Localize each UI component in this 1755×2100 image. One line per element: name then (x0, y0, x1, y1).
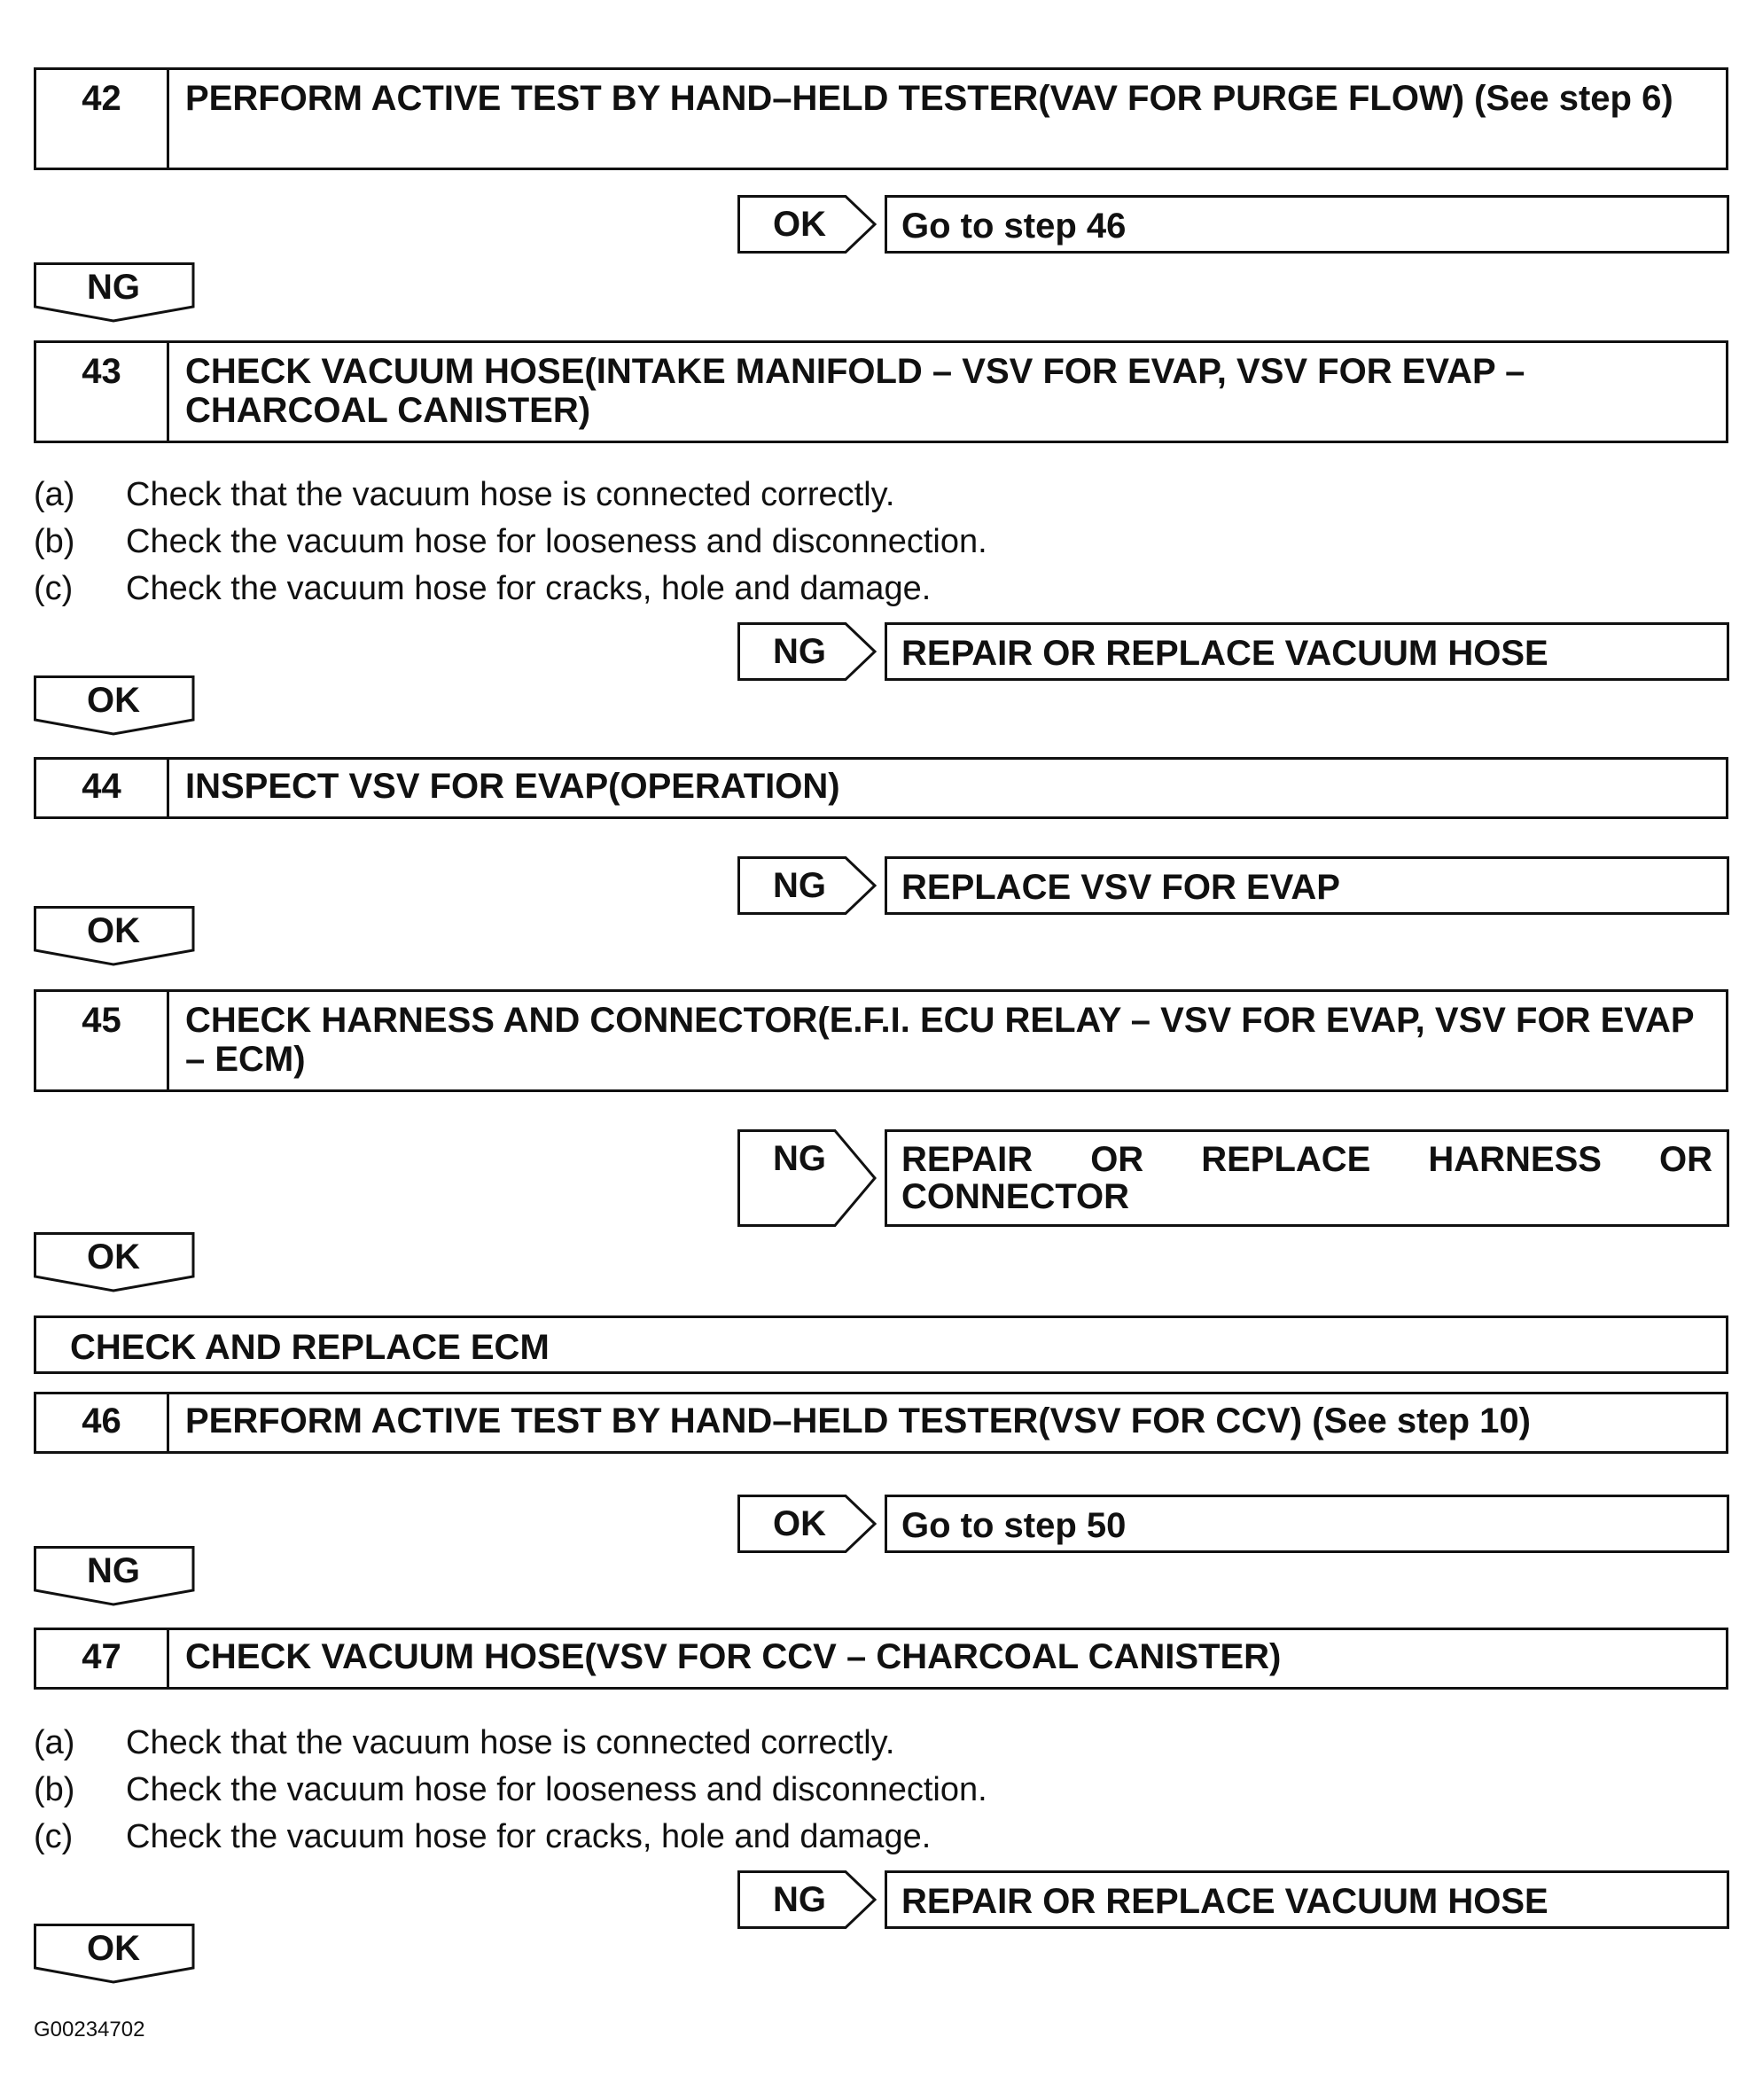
step-43-box (34, 340, 1728, 443)
checklist-43 (34, 472, 1363, 613)
flow-label: OK (87, 1929, 140, 1968)
outcome-46 (737, 1495, 1729, 1553)
check-item: (a) Check that the vacuum hose is connected correctly. (34, 476, 895, 513)
step-47-box (34, 1628, 1728, 1690)
step-title: INSPECT VSV FOR EVAP(OPERATION) (185, 767, 840, 806)
outcome-44 (737, 856, 1729, 915)
step-46-box (34, 1392, 1728, 1454)
outcome-tag: NG (773, 632, 826, 671)
final-action-box: CHECK AND REPLACE ECM (34, 1315, 1728, 1374)
step-title: CHECK VACUUM HOSE(VSV FOR CCV – CHARCOAL CANISTER) (185, 1637, 1282, 1676)
flow-label: OK (87, 1237, 140, 1276)
step-number: 44 (36, 760, 169, 816)
step-44-box (34, 757, 1728, 819)
outcome-tag: OK (773, 1504, 826, 1543)
outcome-result: REPLACE VSV FOR EVAP (885, 856, 1729, 915)
outcome-result: REPAIR OR REPLACE VACUUM HOSE (885, 1870, 1729, 1929)
outcome-45 (737, 1129, 1729, 1227)
outcome-tag: NG (773, 1139, 826, 1178)
outcome-47 (737, 1870, 1729, 1929)
outcome-tag: NG (773, 1880, 826, 1919)
check-item: (a) Check that the vacuum hose is connected correctly. (34, 1724, 895, 1761)
step-title: PERFORM ACTIVE TEST BY HAND–HELD TESTER(VAV FOR PURGE FLOW) (See step 6) (185, 79, 1673, 118)
flow-tag-47 (34, 1924, 193, 1982)
outcome-result: REPAIR OR REPLACE HARNESS OR CONNECTOR (885, 1129, 1729, 1227)
outcome-result: Go to step 50 (885, 1495, 1729, 1553)
outcome-result: Go to step 46 (885, 195, 1729, 254)
flow-tag-45 (34, 1232, 193, 1291)
flow-tag-42 (34, 262, 193, 321)
flow-label: NG (87, 268, 140, 307)
outcome-tag: OK (773, 205, 826, 244)
step-number: 46 (36, 1394, 169, 1451)
step-title: CHECK VACUUM HOSE(INTAKE MANIFOLD – VSV FOR EVAP, VSV FOR EVAP – CHARCOAL CANISTER) (185, 352, 1525, 430)
flow-label: NG (87, 1551, 140, 1590)
outcome-42 (737, 195, 1729, 254)
step-number: 42 (36, 70, 169, 168)
checklist-47 (34, 1720, 1363, 1861)
flow-tag-46 (34, 1546, 193, 1604)
check-item: (c) Check the vacuum hose for cracks, hole and damage. (34, 570, 932, 607)
figure-code: G00234702 (34, 2018, 145, 2041)
step-number: 43 (36, 343, 169, 441)
flow-tag-44 (34, 906, 193, 964)
step-number: 47 (36, 1630, 169, 1687)
outcome-43 (737, 622, 1729, 681)
check-item: (b) Check the vacuum hose for looseness and disconnection. (34, 1771, 987, 1808)
step-42-box (34, 67, 1728, 170)
step-45-box (34, 989, 1728, 1092)
check-item: (c) Check the vacuum hose for cracks, hole and damage. (34, 1818, 932, 1855)
outcome-result: REPAIR OR REPLACE VACUUM HOSE (885, 622, 1729, 681)
step-title: PERFORM ACTIVE TEST BY HAND–HELD TESTER(VSV FOR CCV) (See step 10) (185, 1401, 1531, 1440)
step-title: CHECK HARNESS AND CONNECTOR(E.F.I. ECU RELAY – VSV FOR EVAP, VSV FOR EVAP – ECM) (185, 1001, 1694, 1079)
flow-label: OK (87, 681, 140, 720)
flow-tag-43 (34, 675, 193, 734)
step-number: 45 (36, 992, 169, 1089)
check-item: (b) Check the vacuum hose for looseness and disconnection. (34, 523, 987, 560)
outcome-tag: NG (773, 866, 826, 905)
flow-label: OK (87, 911, 140, 950)
